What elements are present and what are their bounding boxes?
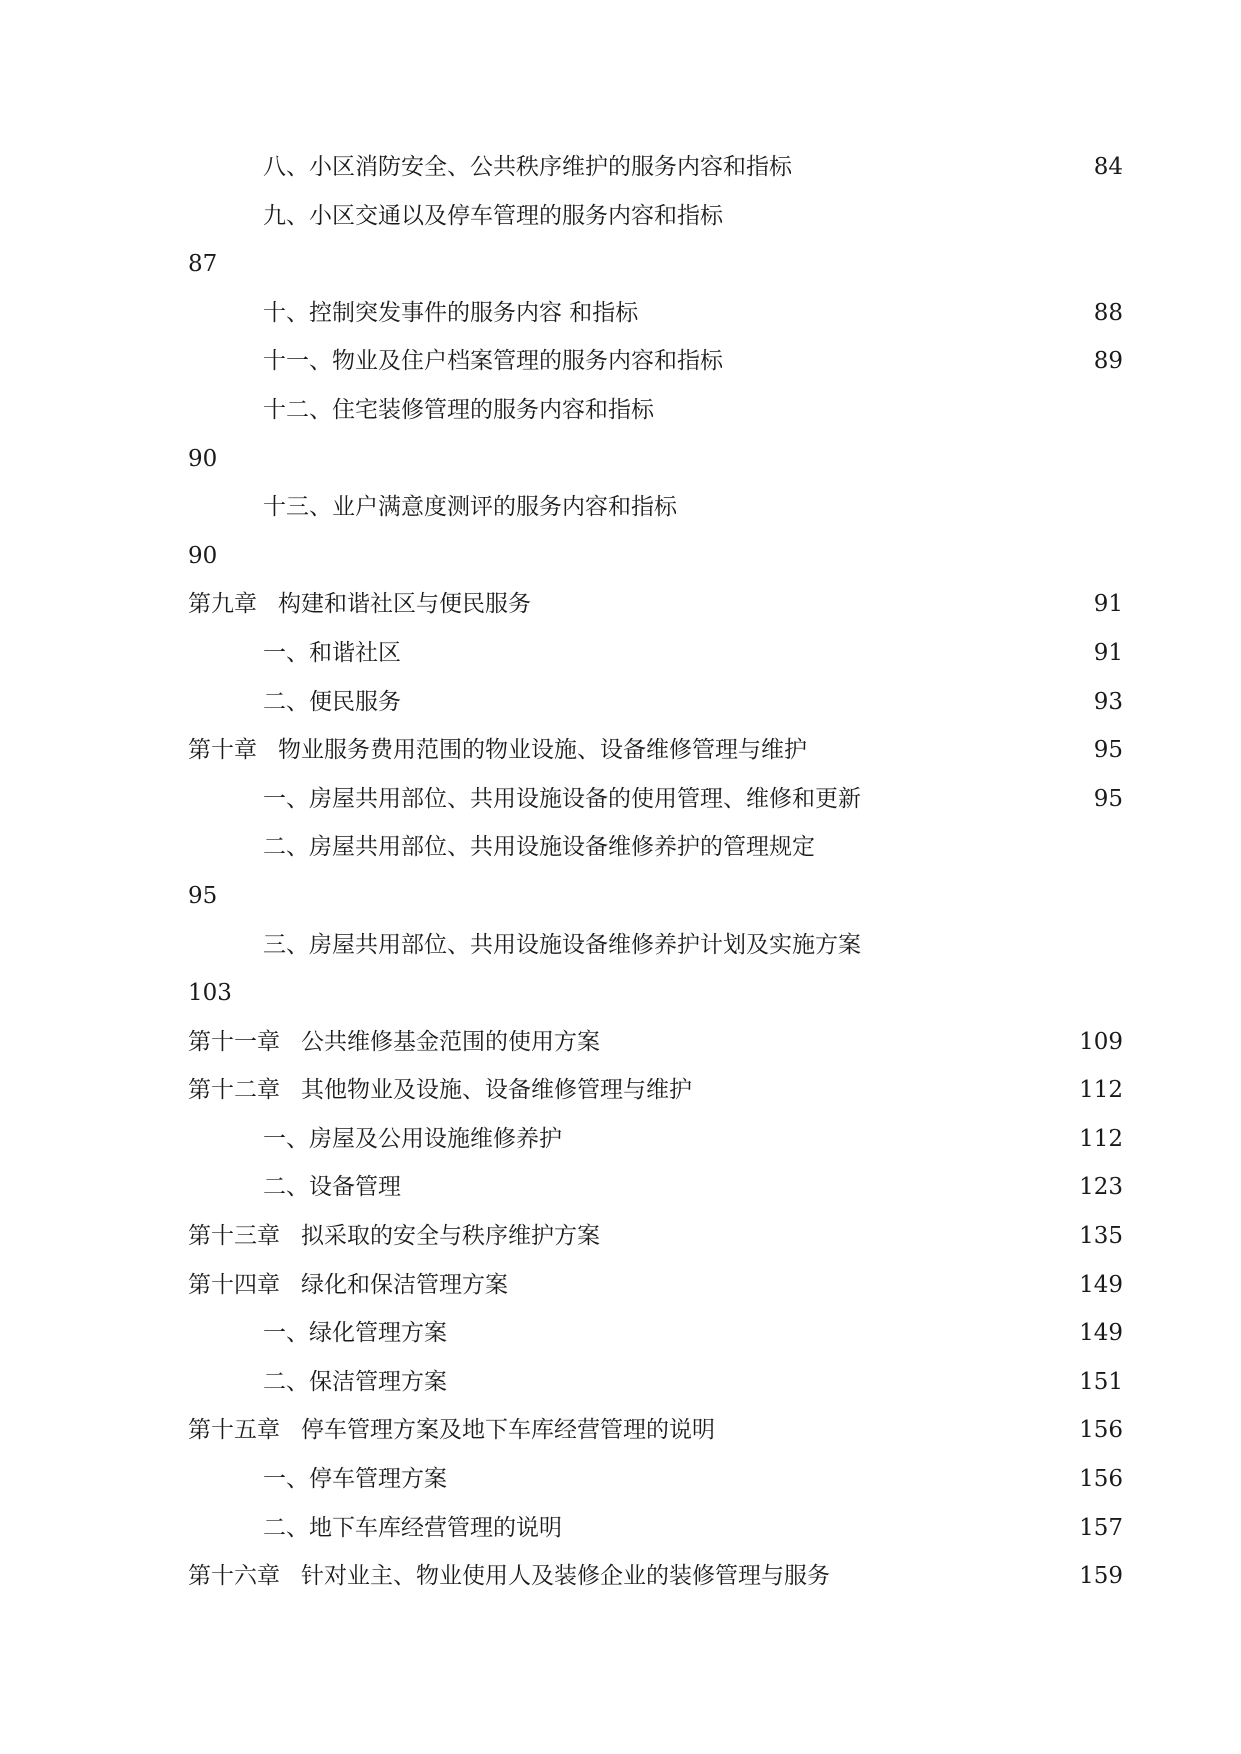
toc-entry-title: 一、和谐社区 [263, 639, 401, 666]
toc-page-number: 112 [1079, 1125, 1123, 1152]
toc-entry-title: 一、停车管理方案 [263, 1466, 447, 1493]
toc-section-entry[interactable] [188, 823, 1123, 872]
table-of-contents [188, 143, 1123, 1601]
toc-page-number: 149 [1079, 1320, 1123, 1347]
toc-entry-title: 二、地下车库经营管理的说明 [263, 1514, 562, 1541]
toc-section-entry[interactable] [188, 1455, 1123, 1504]
toc-chapter-number: 第十六章 [188, 1563, 280, 1590]
toc-entry-title: 一、房屋共用部位、共用设施设备的使用管理、维修和更新 [263, 785, 861, 812]
toc-chapter-title: 公共维修基金范围的使用方案 [301, 1028, 600, 1055]
toc-chapter-entry[interactable] [188, 1261, 1123, 1310]
toc-entry-title [188, 1018, 600, 1067]
toc-page-number: 88 [1093, 299, 1123, 326]
toc-chapter-entry[interactable] [188, 1212, 1123, 1261]
toc-chapter-number: 第十章 [188, 737, 257, 764]
toc-chapter-entry[interactable] [188, 1018, 1123, 1067]
toc-page-number: 149 [1079, 1271, 1123, 1298]
toc-chapter-entry[interactable] [188, 726, 1123, 775]
toc-section-entry[interactable] [188, 289, 1123, 338]
toc-chapter-number: 第十四章 [188, 1271, 280, 1298]
toc-entry-title: 二、保洁管理方案 [263, 1368, 447, 1395]
toc-chapter-entry[interactable] [188, 1552, 1123, 1601]
toc-chapter-title: 构建和谐社区与便民服务 [278, 591, 531, 618]
toc-entry-title [188, 1552, 830, 1601]
toc-page-number: 156 [1079, 1466, 1123, 1493]
toc-entry-title: 二、设备管理 [263, 1174, 401, 1201]
toc-page-number: 93 [1093, 688, 1123, 715]
toc-entry-title: 八、小区消防安全、公共秩序维护的服务内容和指标 [263, 154, 792, 180]
toc-entry-title: 十二、住宅装修管理的服务内容和指标 [263, 396, 654, 423]
toc-chapter-title: 针对业主、物业使用人及装修企业的装修管理与服务 [301, 1563, 830, 1590]
toc-entry-title: 二、便民服务 [263, 688, 401, 715]
toc-page-number: 90 [188, 445, 218, 472]
toc-page-number: 112 [1079, 1077, 1123, 1104]
toc-section-entry[interactable] [188, 629, 1123, 678]
toc-section-entry[interactable] [188, 192, 1123, 241]
toc-chapter-entry[interactable] [188, 1066, 1123, 1115]
toc-chapter-title: 物业服务费用范围的物业设施、设备维修管理与维护 [278, 737, 807, 764]
toc-wrapped-page-line [188, 969, 1123, 1018]
toc-section-entry[interactable] [188, 1115, 1123, 1164]
toc-entry-title [188, 1406, 715, 1455]
toc-page-number: 91 [1093, 591, 1123, 618]
toc-wrapped-page-line [188, 532, 1123, 581]
toc-page-number: 156 [1079, 1417, 1123, 1444]
toc-section-entry[interactable] [188, 386, 1123, 435]
toc-entry-title: 一、绿化管理方案 [263, 1320, 447, 1347]
toc-entry-title [188, 1066, 692, 1115]
toc-section-entry[interactable] [188, 143, 1123, 192]
toc-wrapped-page-line [188, 240, 1123, 289]
toc-chapter-title: 停车管理方案及地下车库经营管理的说明 [301, 1417, 715, 1444]
toc-page-number: 87 [188, 251, 218, 278]
toc-page-number: 90 [188, 542, 218, 569]
toc-page-number: 91 [1093, 639, 1123, 666]
toc-section-entry[interactable] [188, 1358, 1123, 1407]
toc-section-entry[interactable] [188, 337, 1123, 386]
toc-entry-title [188, 726, 807, 775]
toc-page-number: 135 [1079, 1223, 1123, 1250]
toc-entry-title: 十、控制突发事件的服务内容 和指标 [263, 299, 639, 326]
toc-page-number: 159 [1079, 1563, 1123, 1590]
toc-chapter-entry[interactable] [188, 1406, 1123, 1455]
toc-entry-title: 九、小区交通以及停车管理的服务内容和指标 [263, 202, 723, 229]
toc-chapter-title: 拟采取的安全与秩序维护方案 [301, 1223, 600, 1250]
toc-section-entry[interactable] [188, 483, 1123, 532]
toc-page-number: 103 [188, 980, 232, 1007]
toc-entry-title [188, 1212, 600, 1261]
toc-entry-title: 三、房屋共用部位、共用设施设备维修养护计划及实施方案 [263, 931, 861, 958]
toc-entry-title: 十一、物业及住户档案管理的服务内容和指标 [263, 348, 723, 375]
toc-chapter-number: 第十五章 [188, 1417, 280, 1444]
toc-page-number: 95 [188, 882, 218, 909]
toc-chapter-title: 绿化和保洁管理方案 [301, 1271, 508, 1298]
toc-chapter-entry[interactable] [188, 580, 1123, 629]
toc-section-entry[interactable] [188, 775, 1123, 824]
toc-page-number: 84 [1093, 154, 1123, 180]
toc-page-number: 95 [1093, 785, 1123, 812]
toc-section-entry[interactable] [188, 1163, 1123, 1212]
toc-chapter-number: 第十一章 [188, 1028, 280, 1055]
toc-chapter-title: 其他物业及设施、设备维修管理与维护 [301, 1077, 692, 1104]
toc-chapter-number: 第十二章 [188, 1077, 280, 1104]
toc-chapter-number: 第十三章 [188, 1223, 280, 1250]
toc-entry-title: 十三、业户满意度测评的服务内容和指标 [263, 494, 677, 521]
toc-page-number: 157 [1079, 1514, 1123, 1541]
toc-entry-title [188, 580, 531, 629]
toc-page-number: 95 [1093, 737, 1123, 764]
toc-chapter-number: 第九章 [188, 591, 257, 618]
toc-page-number: 151 [1079, 1368, 1123, 1395]
toc-section-entry[interactable] [188, 678, 1123, 727]
toc-entry-title: 一、房屋及公用设施维修养护 [263, 1125, 562, 1152]
toc-section-entry[interactable] [188, 1309, 1123, 1358]
toc-wrapped-page-line [188, 435, 1123, 484]
toc-entry-title [188, 1261, 508, 1310]
toc-page-number: 89 [1093, 348, 1123, 375]
toc-entry-title: 二、房屋共用部位、共用设施设备维修养护的管理规定 [263, 834, 815, 861]
toc-page-number: 123 [1079, 1174, 1123, 1201]
toc-page-number: 109 [1079, 1028, 1123, 1055]
toc-section-entry[interactable] [188, 1504, 1123, 1553]
toc-wrapped-page-line [188, 872, 1123, 921]
toc-section-entry[interactable] [188, 921, 1123, 970]
